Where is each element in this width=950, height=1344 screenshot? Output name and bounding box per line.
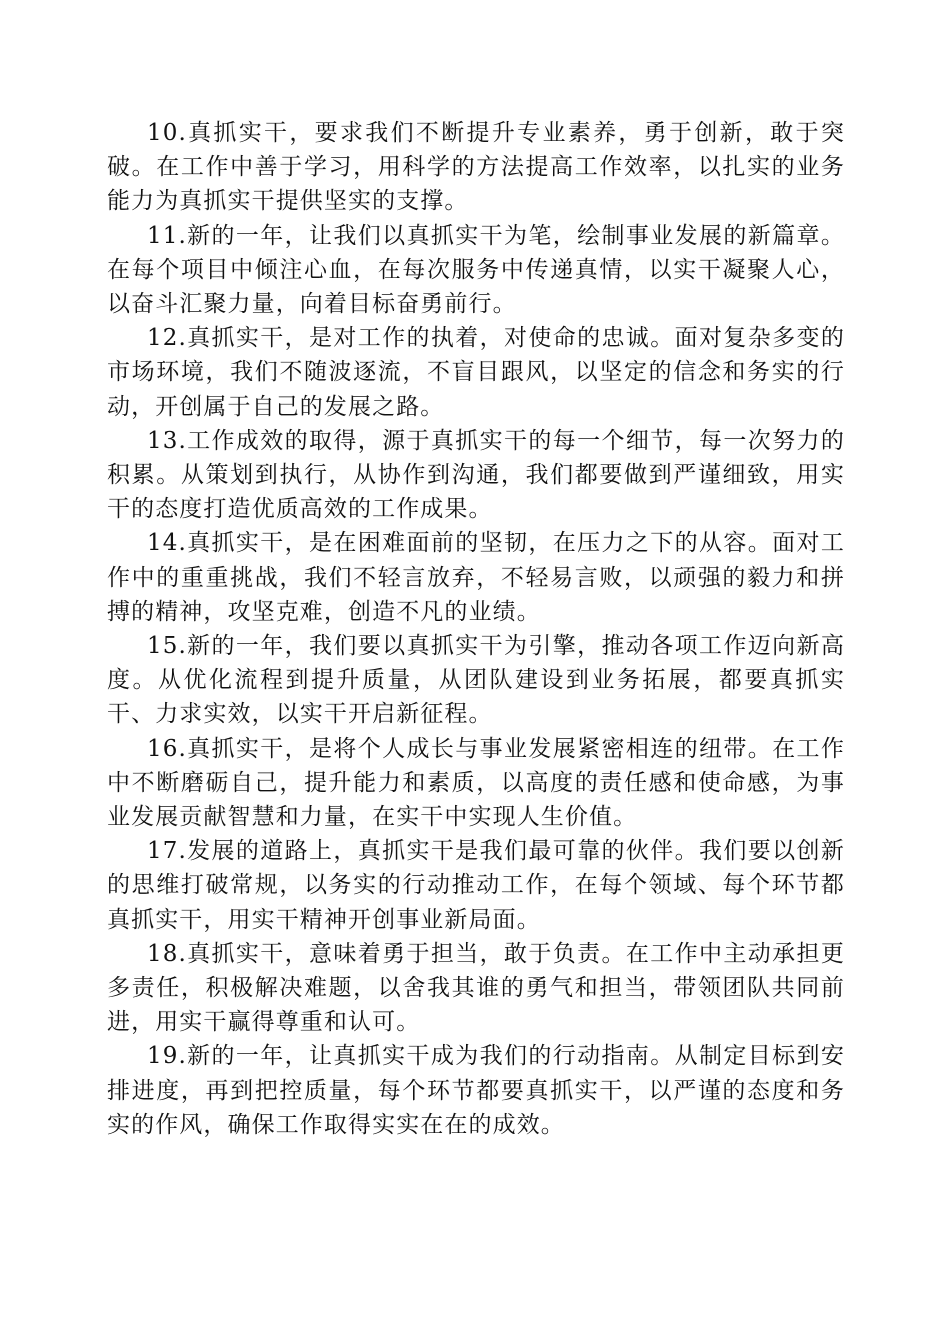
paragraph-10 xyxy=(107,116,845,219)
paragraph-text: 真抓实干，要求我们不断提升专业素养，勇于创新，敢于突破。在工作中善于学习，用科学的方法提高工作效率，以扎实的业务能力为真抓实干提供坚实的支撑。 xyxy=(107,120,845,215)
paragraph-14 xyxy=(107,526,845,629)
paragraph-number: 14. xyxy=(147,530,187,557)
paragraph-number: 13. xyxy=(147,427,187,454)
paragraph-12 xyxy=(107,321,845,424)
paragraph-number: 18. xyxy=(147,940,187,967)
paragraph-text: 真抓实干，是对工作的执着，对使命的忠诚。面对复杂多变的市场环境，我们不随波逐流，不盲目跟风，以坚定的信念和务实的行动，开创属于自己的发展之路。 xyxy=(107,325,845,420)
paragraph-text: 真抓实干，意味着勇于担当，敢于负责。在工作中主动承担更多责任，积极解决难题，以舍我其谁的勇气和担当，带领团队共同前进，用实干赢得尊重和认可。 xyxy=(107,940,845,1036)
paragraph-number: 17. xyxy=(147,838,187,865)
paragraph-17 xyxy=(107,834,845,937)
paragraph-13 xyxy=(107,424,845,527)
paragraph-text: 新的一年，让真抓实干成为我们的行动指南。从制定目标到安排进度，再到把控质量，每个环节都要真抓实干，以严谨的态度和务实的作风，确保工作取得实实在在的成效。 xyxy=(107,1043,845,1138)
paragraph-text: 真抓实干，是在困难面前的坚韧，在压力之下的从容。面对工作中的重重挑战，我们不轻言放弃，不轻易言败，以顽强的毅力和拼搏的精神，攻坚克难，创造不凡的业绩。 xyxy=(107,530,845,625)
paragraph-19 xyxy=(107,1039,845,1142)
paragraph-text: 发展的道路上，真抓实干是我们最可靠的伙伴。我们要以创新的思维打破常规，以务实的行动推动工作，在每个领域、每个环节都真抓实干，用实干精神开创事业新局面。 xyxy=(107,838,845,933)
paragraph-number: 10. xyxy=(147,120,187,146)
paragraph-15 xyxy=(107,629,845,732)
paragraph-number: 16. xyxy=(147,735,187,762)
paragraph-18 xyxy=(107,937,845,1040)
paragraph-number: 19. xyxy=(147,1043,187,1070)
document-body xyxy=(107,116,845,1142)
paragraph-text: 新的一年，我们要以真抓实干为引擎，推动各项工作迈向新高度。从优化流程到提升质量，从团队建设到业务拓展，都要真抓实干、力求实效，以实干开启新征程。 xyxy=(107,633,845,728)
paragraph-number: 15. xyxy=(147,633,187,660)
paragraph-16 xyxy=(107,732,845,835)
paragraph-11 xyxy=(107,219,845,322)
paragraph-number: 12. xyxy=(147,325,187,352)
paragraph-text: 真抓实干，是将个人成长与事业发展紧密相连的纽带。在工作中不断磨砺自己，提升能力和素质，以高度的责任感和使命感，为事业发展贡献智慧和力量，在实干中实现人生价值。 xyxy=(107,735,845,831)
paragraph-text: 新的一年，让我们以真抓实干为笔，绘制事业发展的新篇章。在每个项目中倾注心血，在每次服务中传递真情，以实干凝聚人心，以奋斗汇聚力量，向着目标奋勇前行。 xyxy=(107,222,845,318)
paragraph-number: 11. xyxy=(147,222,187,249)
paragraph-text: 工作成效的取得，源于真抓实干的每一个细节，每一次努力的积累。从策划到执行，从协作到沟通，我们都要做到严谨细致，用实干的态度打造优质高效的工作成果。 xyxy=(107,427,845,523)
